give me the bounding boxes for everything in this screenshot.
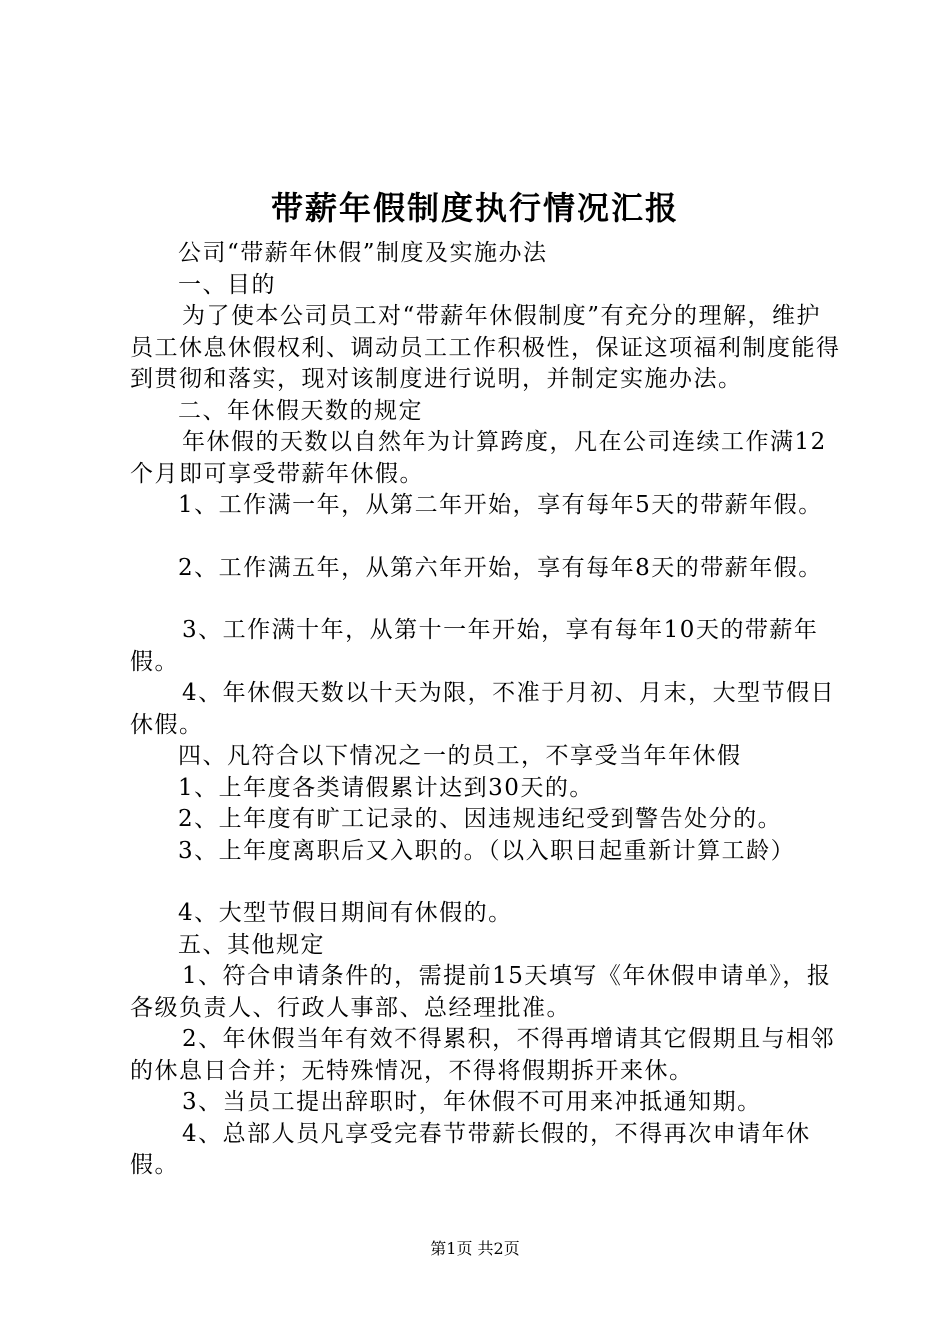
rule-item-2: 2、工作满五年，从第六年开始，享有每年8天的带薪年假。 — [178, 554, 823, 581]
heading-purpose: 一、目的 — [178, 271, 276, 298]
exclusion-item-2: 2、上年度有旷工记录的、因违规违纪受到警告处分的。 — [178, 806, 783, 832]
document-title: 带薪年假制度执行情况汇报 — [270, 189, 679, 227]
rule-item-4: 4、年休假天数以十天为限，不准于月初、月末，大型节假日休假。 — [130, 680, 836, 738]
page-footer: 第1页 共2页 — [430, 1239, 520, 1258]
other-rule-item-4: 4、总部人员凡享受完春节带薪长假的，不得再次申请年休假。 — [130, 1120, 811, 1178]
other-rule-item-1: 1、符合申请条件的，需提前15天填写《年休假申请单》，报各级负责人、行政人事部、总经理批准。 — [130, 963, 832, 1021]
exclusion-item-3: 3、上年度离职后又入职的。（以入职日起重新计算工龄） — [178, 837, 796, 864]
paragraph-purpose: 为了使本公司员工对“带薪年休假制度”有充分的理解，维护员工休息休假权利、调动员工工作积极性，保证这项福利制度能得到贯彻和落实，现对该制度进行说明，并制定实施办法。 — [130, 303, 841, 392]
rule-item-1: 1、工作满一年，从第二年开始，享有每年5天的带薪年假。 — [178, 492, 823, 518]
exclusion-item-4: 4、大型节假日期间有休假的。 — [178, 900, 513, 926]
exclusion-item-1: 1、上年度各类请假累计达到30天的。 — [178, 774, 594, 801]
other-rule-item-3: 3、当员工提出辞职时，年休假不可用来冲抵通知期。 — [182, 1089, 762, 1115]
heading-other-rules: 五、其他规定 — [178, 931, 325, 958]
heading-leave-days: 二、年休假天数的规定 — [178, 397, 423, 424]
other-rule-item-2: 2、年休假当年有效不得累积，不得再增请其它假期且与相邻的休息日合并；无特殊情况，不得将假期拆开来休。 — [130, 1026, 836, 1084]
heading-exclusions: 四、凡符合以下情况之一的员工，不享受当年年休假 — [178, 743, 742, 769]
paragraph-subtitle: 公司“带薪年休假”制度及实施办法 — [178, 240, 548, 266]
document-body — [130, 238, 842, 1182]
paragraph-leave-days: 年休假的天数以自然年为计算跨度，凡在公司连续工作满12个月即可享受带薪年休假。 — [130, 429, 827, 487]
rule-item-3: 3、工作满十年，从第十一年开始，享有每年10天的带薪年假。 — [130, 617, 819, 675]
